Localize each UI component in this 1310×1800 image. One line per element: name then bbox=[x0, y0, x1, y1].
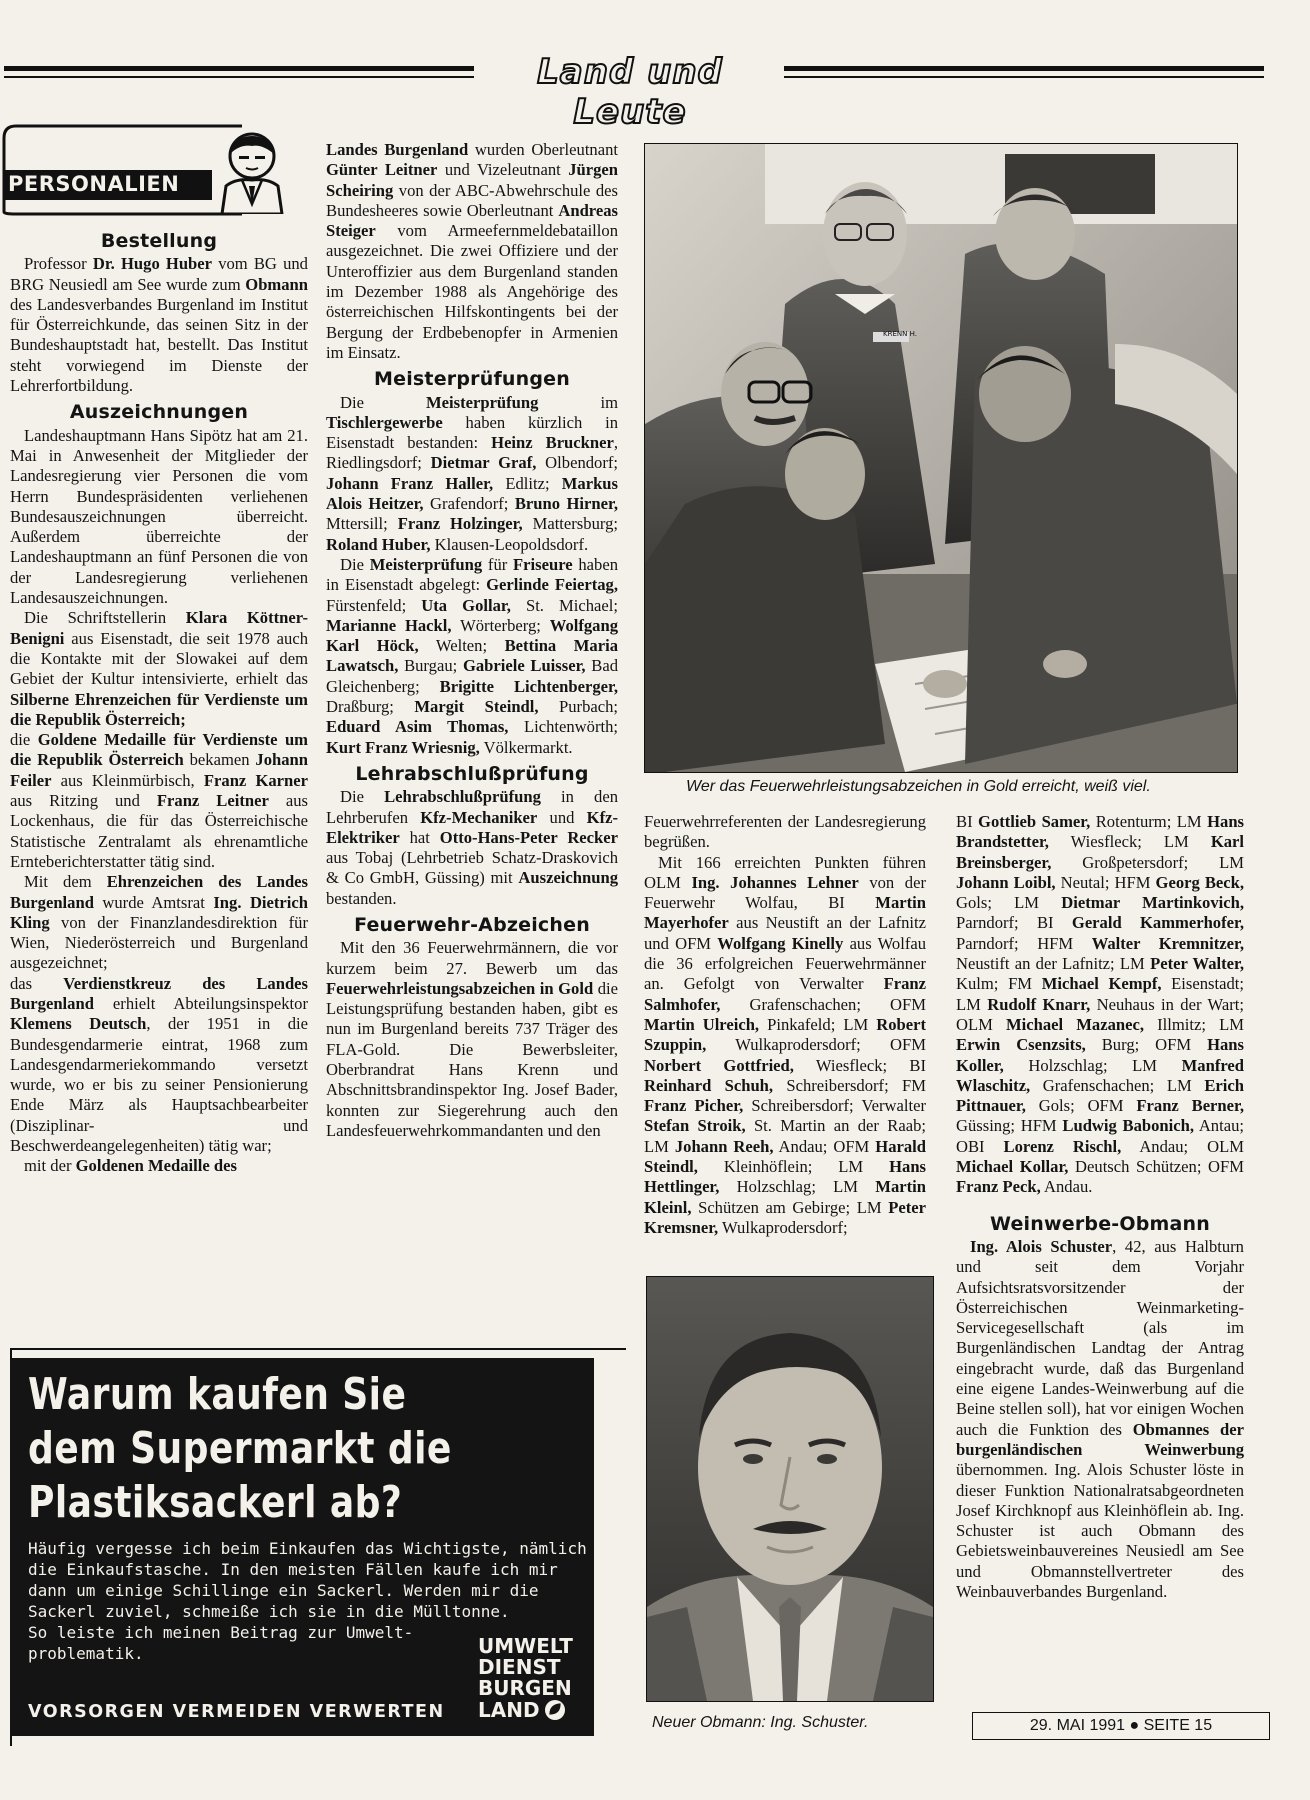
feuerwehr-text: Mit den 36 Feuerwehrmännern, die vor kurzem beim 27. Bewerb um das Feuerwehrleistungsabzeichen in Gold die Leistungsprüfung bestanden haben, gibt es nun im Burgenland bereits 737 Träger des FLA-Gold. Die Bewerbsleiter, Oberbrandrat Hans Krenn und Abschnittsbrandinspektor Ing. Josef Bader, konnten zur Siegerehrung auch den Landesfeuerwehrkommandanten und den bbox=[326, 938, 618, 1140]
meister-p2: Die Meisterprüfung für Friseure haben in Eisenstadt abgelegt: Gerlinde Feiertag, Fürstenfeld; Uta Gollar, St. Michael; Marianne Hackl, Wörterberg; Wolfgang Karl Höck, Welten; Bettina Maria Lawatsch, Burgau; Gabriele Luisser, Bad Gleichenberg; Brigitte Lichtenberger, Draßburg; Margit Steindl, Purbach; Eduard Asim Thomas, Lichtenwörth; Kurt Franz Wriesnig, Völkermarkt. bbox=[326, 554, 619, 757]
feuerwehr-continued-2: Mit 166 erreichten Punkten führen OLM Ing. Johannes Lehner von der Feuerwehr Wolfau, BI Martin Mayerhofer aus Neustift an der Lafnitz und OFM Wolfgang Kinelly aus Wolfau die 36 erfolgreichen Feuerwehrmänner an. Gefolgt von Verwalter Franz Salmhofer, Grafenschachen; OFM Martin Ulreich, Pinkafeld; LM Robert Szuppin, Wulkaprodersdorf; OFM Norbert Gottfried, Wiesfleck; BI Reinhard Schuh, Schreibersdorf; FM Franz Picher, Schreibersdorf; Verwalter Stefan Stroik, St. Martin an der Raab; LM Johann Reeh, Andau; OFM Harald Steindl, Kleinhöflein; LM Hans Hettlinger, Holzschlag; LM Martin Kleinl, Schützen am Gebirge; LM Peter Kremsner, Wulkaprodersdorf; bbox=[644, 852, 927, 1237]
column-1 bbox=[10, 227, 308, 1177]
auszeichnungen-p2: Die Schriftstellerin Klara Köttner-Benigni aus Eisenstadt, die seit 1978 auch die Kontakte mit der Slowakei auf dem Gebiet der Kultur intensivierte, erhielt das Silberne Ehrenzeichen für Verdienste um die Republik Österreich; bbox=[10, 608, 309, 729]
ad-headline-line: Warum kaufen Sie bbox=[28, 1369, 407, 1420]
auszeichnungen-p4: Mit dem Ehrenzeichen des Landes Burgenland wurde Amtsrat Ing. Dietrich Kling von der Finanzlandesdirektion für Wien, Niederösterreich und Burgenland ausgezeichnet; bbox=[10, 872, 308, 973]
auszeichnungen-p3: die Goldene Medaille für Verdienste um die Republik Österreich bekamen Johann Feiler aus Kleinmürbisch, Franz Karner aus Ritzing und Franz Leitner aus Lockenhaus, die für das Österreichische Statistische Zentralamt als ehrenamtliche Ernteberichterstatter tätig sind. bbox=[10, 730, 309, 871]
heading-auszeichnungen: Auszeichnungen bbox=[69, 401, 249, 424]
photo-schuster bbox=[646, 1276, 934, 1702]
column-2 bbox=[326, 140, 618, 1141]
ad-logo-line: DIENST bbox=[478, 1655, 561, 1679]
photo-firemen bbox=[644, 143, 1238, 773]
heading-weinwerbe: Weinwerbe-Obmann bbox=[989, 1212, 1210, 1235]
ad-body-line: Sackerl zuviel, schmeiße ich sie in die Mülltonne. bbox=[28, 1602, 510, 1621]
firemen-photo-image bbox=[645, 144, 1237, 772]
masthead-rule-left-thin bbox=[4, 76, 474, 78]
ad-body-line: die Einkaufstasche. In den meisten Fällen kaufe ich mir bbox=[28, 1560, 558, 1579]
masthead-rule-right-thin bbox=[784, 76, 1264, 78]
ad-body-line: So leiste ich meinen Beitrag zur Umwelt- bbox=[28, 1623, 414, 1642]
schuster-photo-image bbox=[647, 1277, 933, 1701]
ad-logo-line: BURGEN bbox=[478, 1676, 572, 1700]
feuerwehr-continued-3: BI Gottlieb Samer, Rotenturm; LM Hans Brandstetter, Wiesfleck; LM Karl Breinsberger, Großpetersdorf; LM Johann Loibl, Neutal; HFM Georg Beck, Gols; LM Dietmar Martinkovich, Parndorf; BI Gerald Kammerhofer, Parndorf; HFM Walter Kremnitzer, Neustift an der Lafnitz; LM Peter Walter, Kulm; FM Michael Kempf, Eisenstadt; LM Rudolf Knarr, Neuhaus in der Wart; OLM Michael Mazanec, Illmitz; LM Erwin Csenzsits, Burg; OFM Hans Koller, Holzschlag; LM Manfred Wlaschitz, Grafenschachen; LM Erich Pittnauer, Gols; OFM Franz Berner, Güssing; HFM Ludwig Babonich, Antau; OBI Lorenz Rischl, Andau; OLM Michael Kollar, Deutsch Schützen; OFM Franz Peck, Andau. bbox=[956, 812, 1245, 1197]
masthead-rule-right bbox=[784, 66, 1264, 71]
ad-logo-line bbox=[478, 1699, 573, 1721]
ad-headline-line: Plastiksackerl ab? bbox=[28, 1477, 403, 1528]
leaf-icon bbox=[544, 1699, 566, 1721]
footer-date: 29. MAI 1991 bbox=[1029, 1717, 1126, 1734]
heading-lehrabschluss: Lehrabschlußprüfung bbox=[355, 762, 589, 785]
schuster-caption: Neuer Obmann: Ing. Schuster. bbox=[652, 1714, 869, 1731]
heading-meisterpruefungen: Meisterprüfungen bbox=[374, 368, 570, 391]
ad-body-line: Häufig vergesse ich beim Einkaufen das Wichtigste, nämlich bbox=[28, 1539, 587, 1558]
column-3 bbox=[644, 812, 926, 1238]
column-4 bbox=[956, 812, 1244, 1602]
feuerwehr-continued-1: Feuerwehrreferenten der Landesregierung begrüßen. bbox=[644, 812, 926, 852]
auszeichnungen-continued: Landes Burgenland wurden Oberleutnant Günter Leitner und Vizeleutnant Jürgen Scheiring von der ABC-Abwehrschule des Bundesheeres sowie Oberleutnant Andreas Steiger vom Armeefernmeldebataillon ausgezeichnet. Die zwei Offiziere und der Unteroffizier aus dem Burgenland standen im Dezember 1988 als Angehörige des österreichischen Hilfskontingents bei der Bergung der Erdbebenopfer in Armenien im Einsatz. bbox=[326, 140, 618, 362]
lehrabschluss-text: Die Lehrabschlußprüfung in den Lehrberufen Kfz-Mechaniker und Kfz-Elektriker hat Otto-Hans-Peter Recker aus Tobaj (Lehrbetrieb Schatz-Draskovich & Co GmbH, Güssing) mit Auszeichnung bestanden. bbox=[326, 787, 618, 908]
page-footer bbox=[972, 1712, 1270, 1740]
ad-body-line: dann um einige Schillinge ein Sackerl. Werden mir die bbox=[28, 1581, 539, 1600]
footer-bullet-icon: ● bbox=[1129, 1717, 1140, 1734]
firemen-caption: Wer das Feuerwehrleistungsabzeichen in Gold erreicht, weiß viel. bbox=[686, 778, 1151, 795]
masthead-rule-left bbox=[4, 66, 474, 71]
bestellung-text: Professor Dr. Hugo Huber vom BG und BRG Neusiedl am See wurde zum Obmann des Landesverbandes Burgenland im Institut für Österreichkunde, das seinen Sitz in der Bundeshauptstadt hat, bestellt. Das Institut steht vorwiegend im Dienste der Lehrerfortbildung. bbox=[10, 254, 308, 396]
personalien-badge bbox=[2, 124, 312, 216]
ad-logo-line-last: LAND bbox=[478, 1697, 540, 1722]
footer-page: SEITE 15 bbox=[1143, 1717, 1213, 1734]
ad-slogan: VORSORGEN VERMEIDEN VERWERTEN bbox=[28, 1702, 445, 1722]
ad-headline-line: dem Supermarkt die bbox=[28, 1423, 452, 1474]
photo-nametag: KRENN H. bbox=[883, 330, 917, 338]
ad-umweltdienst bbox=[10, 1358, 594, 1736]
meister-p1: Die Meisterprüfung im Tischlergewerbe haben kürzlich in Eisenstadt bestanden: Heinz Bruckner, Riedlingsdorf; Dietmar Graf, Olbendorf; Johann Franz Haller, Edlitz; Markus Alois Heitzer, Grafendorf; Bruno Hirner, Mttersill; Franz Holzinger, Mattersburg; Roland Huber, Klausen-Leopoldsdorf. bbox=[326, 392, 618, 554]
auszeichnungen-p1: Landeshauptmann Hans Sipötz hat am 21. Mai in Anwesenheit der Mitglieder der Landesregierung vier Personen die vom Herrn Bundespräsidenten verliehenen Bundesauszeichnungen überreicht. Außerdem überreichte der Landeshauptmann an fünf Personen die von der Landesregierung verliehenen Landesauszeichnungen. bbox=[10, 425, 308, 608]
heading-bestellung: Bestellung bbox=[100, 230, 218, 252]
section-masthead: Land und Leute bbox=[537, 52, 723, 132]
weinwerbe-text: Ing. Alois Schuster, 42, aus Halbturn und seit dem Vorjahr Aufsichtsratsvorsitzender der Österreichischen Weinmarketing-Servicegesellschaft (als im Burgenländischen Landtag der Antrag eingebracht wurde, daß das Burgenland eine eigene Landes-Weinwerbung auf die Beine stellen soll), hat vor einigen Wochen auch die Funktion des Obmannes der burgenländischen Weinwerbung übernommen. Ing. Alois Schuster löste in dieser Funktion Nationalratsabgeordneten Josef Kirchknopf aus Kleinhöflein ab. Ing. Schuster ist auch Obmann des Gebietsweinbauvereines Neusiedl am See und Obmannstellvertreter des Weinbauverbandes Burgenland. bbox=[956, 1236, 1244, 1601]
heading-feuerwehr: Feuerwehr-Abzeichen bbox=[354, 913, 590, 936]
personalien-label: PERSONALIEN bbox=[8, 172, 180, 196]
auszeichnungen-p6: mit der Goldenen Medaille des bbox=[24, 1156, 237, 1176]
ad-headline bbox=[28, 1368, 452, 1530]
ad-body-line: problematik. bbox=[28, 1644, 144, 1663]
ad-logo-umweltdienst bbox=[478, 1636, 573, 1721]
auszeichnungen-p5: das Verdienstkreuz des Landes Burgenland erhielt Abteilungsinspektor Klemens Deutsch, der 1951 in die Bundesgendarmerie eintrat, 1968 zum Landesgendarmeriekommando versetzt wurde, wo er bis zu seiner Pensionierung Ende März als Hauptsachbearbeiter (Disziplinar- und Beschwerdeangelegenheiten) tätig war; bbox=[10, 973, 308, 1156]
ad-logo-line: UMWELT bbox=[478, 1634, 573, 1658]
person-portrait-icon bbox=[212, 130, 292, 214]
